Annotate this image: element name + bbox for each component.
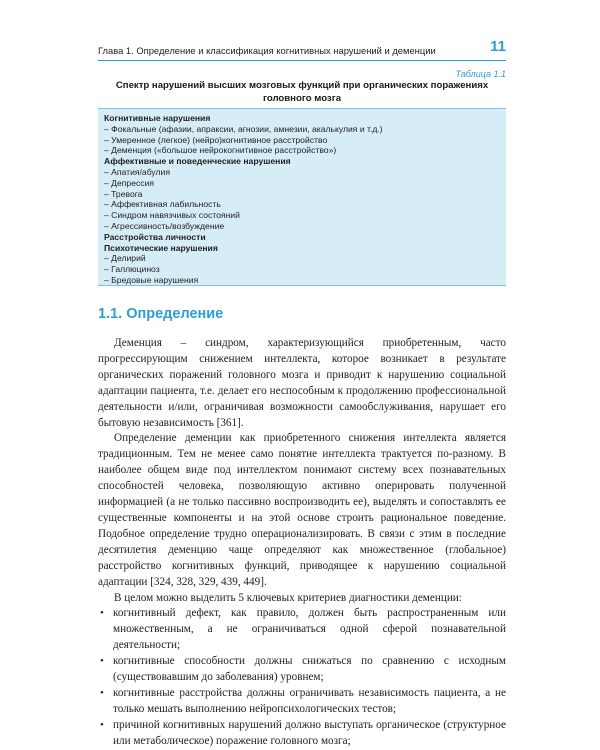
page-number: 11: [490, 38, 506, 55]
table-title-line: головного мозга: [262, 92, 342, 104]
table-row: – Фокальные (афазии, апраксии, агнозии, амнезии, акалькулия и т.д.): [104, 123, 383, 134]
chapter-title: Глава 1. Определение и классификация когнитивных нарушений и деменции: [98, 45, 436, 56]
table-row-heading: Расстройства личности: [104, 231, 206, 242]
section-body: [98, 336, 506, 750]
table-row: – Тревога: [104, 188, 143, 199]
table-row: – Апатия/абулия: [104, 166, 171, 177]
paragraph: Определение деменции как приобретенного снижения интеллекта является традиционным. Тем не менее само понятие интеллекта трактуется по-разному. В наиболее общем виде под интеллектом понимают систему всех познавательных способностей человека, позволяющую активно оперировать полученной информацией (а не только пассивно воспроизводить ее), выделять и сопоставлять ее существенные компоненты и на этой основе строить рациональное поведение. Подобное определение трудно операционализировать. В связи с этим в последние десятилетия деменцию чаще определяют как множественное (глобальное) расстройство когнитивных функций, приводящее к нарушению социальной адаптации [324, 328, 329, 439, 449].: [98, 432, 506, 588]
table-row: – Деменция («большое нейрокогнитивное расстройство»): [104, 145, 337, 156]
list-item: [98, 718, 506, 750]
table-row: – Бредовые нарушения: [104, 274, 199, 285]
table-row: – Синдром навязчивых состояний: [104, 210, 240, 221]
table-row: – Депрессия: [104, 177, 155, 188]
list-item: [98, 686, 506, 718]
table-row: – Агрессивность/возбуждение: [104, 220, 225, 231]
table-label: Таблица 1.1: [455, 69, 506, 79]
table-title-line: Спектр нарушений высших мозговых функций при органических поражениях: [115, 80, 489, 91]
list-item-text: когнитивные способности должны снижаться по сравнению с исходным (существовавшим до заболевания) уровнем;: [113, 655, 506, 684]
bullet-icon: •: [100, 655, 104, 668]
paragraph: Деменция – синдром, характеризующийся приобретенным, часто прогрессирующим снижением интеллекта, которое возникает в результате органических поражений головного мозга и приводит к нарушению социальной адаптации пациента, т.е. делает его неспособным к продолжению профессиональной деятельности и/или, ограничивая возможности самообслуживания, нарушает его бытовую независимость [361].: [98, 337, 506, 429]
table-row-heading: Аффективные и поведенческие нарушения: [104, 156, 291, 167]
table-title: [98, 80, 506, 105]
bullet-icon: •: [100, 686, 104, 699]
list-item: [98, 606, 506, 654]
table-row-heading: Психотические нарушения: [104, 242, 218, 253]
table-row: – Галлюциноз: [104, 264, 160, 275]
list-item-text: когнитивные расстройства должны ограничивать независимость пациента, а не только мешать выполнению нейропсихологических тестов;: [113, 686, 506, 715]
table-row: – Умеренное (легкое) (нейро)когнитивное расстройство: [104, 134, 328, 145]
list-item-text: когнитивный дефект, как правило, должен быть распространенным или множественным, а не ограничиваться одной сферой познавательной деятельности;: [113, 607, 506, 652]
table-row-heading: Когнитивные нарушения: [104, 113, 211, 123]
paragraph: В целом можно выделить 5 ключевых критериев диагностики деменции:: [114, 591, 462, 604]
bullet-icon: •: [100, 607, 104, 620]
table-box: [98, 108, 506, 286]
list-item: [98, 654, 506, 686]
table-row: – Делирий: [104, 253, 146, 264]
section-title: 1.1. Определение: [98, 306, 224, 322]
running-header: [98, 38, 506, 61]
list-item-text: причиной когнитивных нарушений должно выступать органическое (структурное или метаболическое) поражение головного мозга;: [113, 718, 506, 747]
table-row: – Аффективная лабильность: [104, 199, 221, 210]
bullet-icon: •: [100, 718, 104, 731]
criteria-list: [98, 606, 506, 749]
